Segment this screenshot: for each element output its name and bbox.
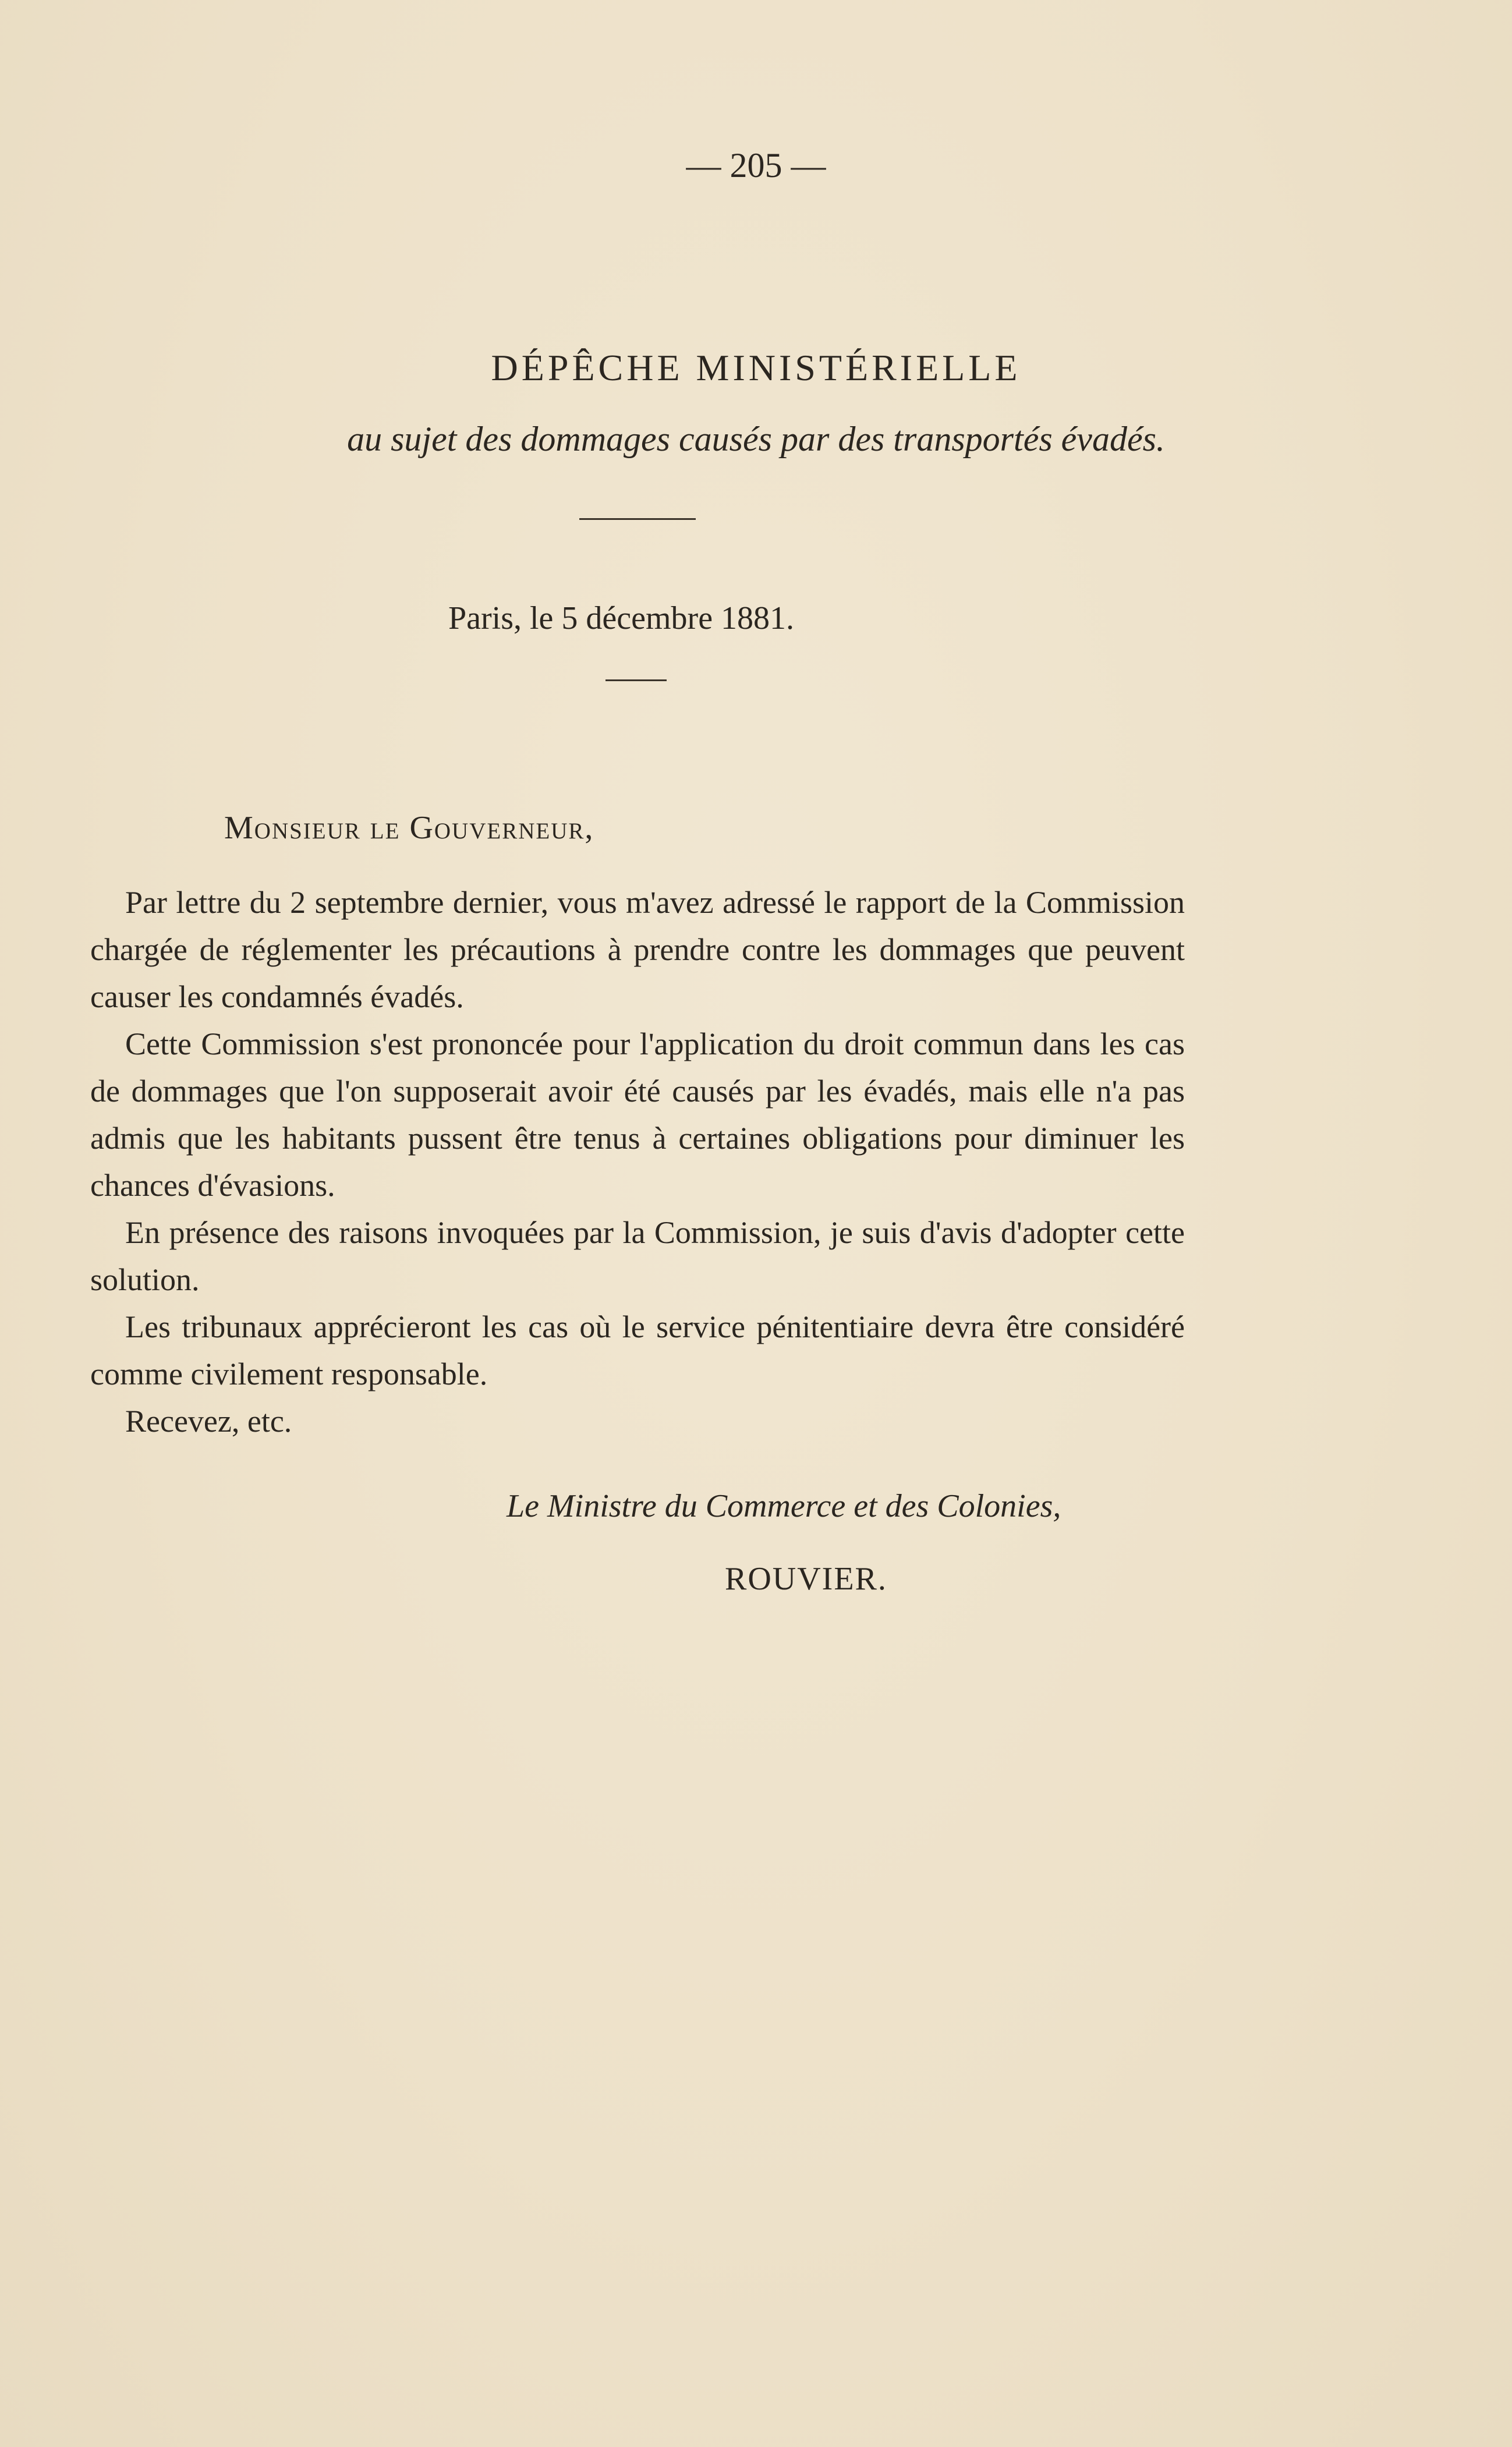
signature-title: Le Ministre du Commerce et des Colonies,	[507, 1488, 1061, 1524]
divider-rule	[605, 679, 667, 681]
paragraph: En présence des raisons invoquées par la Commission, je suis d'avis d'adopter cette solution.	[90, 1215, 1185, 1297]
letter-body	[90, 879, 1185, 1445]
paragraph: Les tribunaux apprécieront les cas où le service pénitentiaire devra être considéré comme civilement responsable.	[90, 1309, 1185, 1391]
dateline: Paris, le 5 décembre 1881.	[448, 600, 795, 636]
paragraph: Par lettre du 2 septembre dernier, vous m'avez adressé le rapport de la Commission chargée de réglementer les précautions à prendre contre les dommages que peuvent causer les condamnés évadés.	[90, 885, 1185, 1014]
paragraph: Recevez, etc.	[125, 1404, 292, 1439]
document-subtitle: au sujet des dommages causés par des transportés évadés.	[347, 420, 1165, 458]
page-number: — 205 —	[686, 146, 826, 185]
salutation: Monsieur le Gouverneur,	[224, 810, 594, 846]
document-title: DÉPÊCHE MINISTÉRIELLE	[491, 347, 1021, 388]
signature-name: ROUVIER.	[725, 1561, 887, 1597]
paragraph: Cette Commission s'est prononcée pour l'application du droit commun dans les cas de dommages que l'on supposerait avoir été causés par les évadés, mais elle n'a pas admis que les habitants pussent être tenus à certaines obligations pour diminuer les chances d'évasions.	[90, 1026, 1185, 1203]
divider-rule	[579, 518, 696, 520]
